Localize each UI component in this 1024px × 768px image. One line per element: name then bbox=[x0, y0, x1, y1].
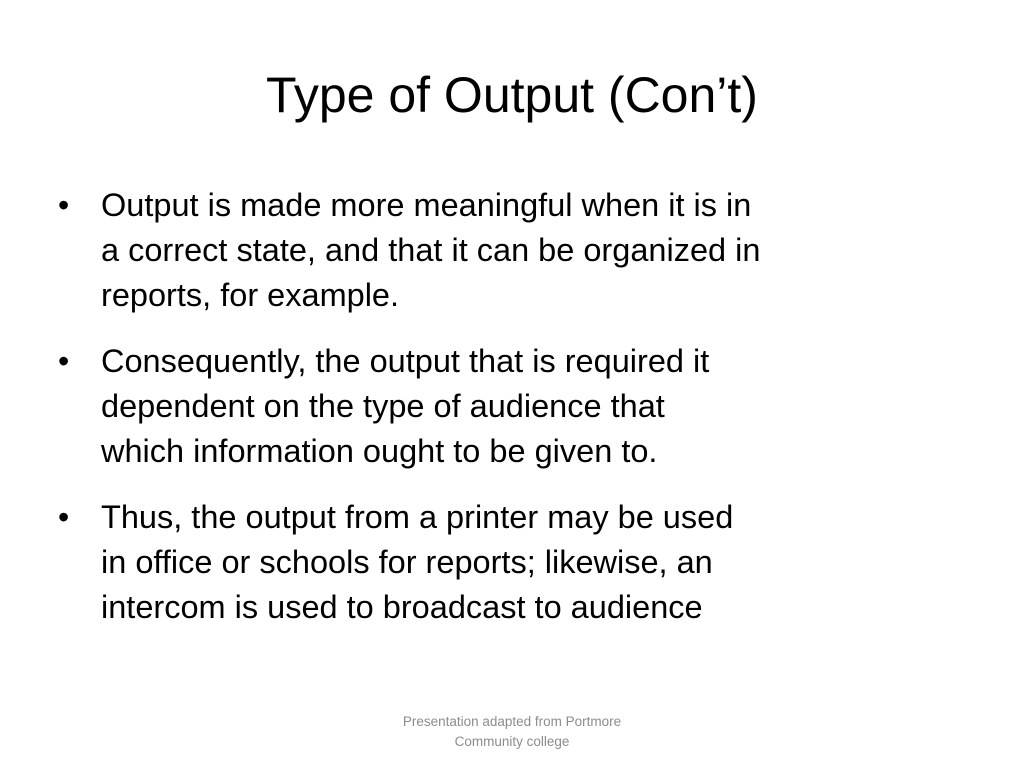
footer-text-line: Presentation adapted from Portmore bbox=[402, 714, 622, 729]
bullet-text-line: in office or schools for reports; likewise, an bbox=[101, 544, 713, 580]
bullet-text-line: which information ought to be given to. bbox=[101, 433, 658, 469]
slide-footer bbox=[312, 712, 712, 752]
bullet-text-line: dependent on the type of audience that bbox=[101, 388, 665, 424]
bullet-list bbox=[58, 183, 978, 651]
bullet-text-line: reports, for example. bbox=[101, 277, 400, 313]
bullet-text-line: a correct state, and that it can be organized in bbox=[101, 232, 761, 268]
bullet-text-line: Output is made more meaningful when it is in bbox=[101, 187, 752, 223]
bullet-icon: • bbox=[58, 343, 70, 379]
bullet-icon: • bbox=[58, 187, 70, 223]
bullet-item bbox=[58, 183, 978, 318]
bullet-icon: • bbox=[58, 499, 70, 535]
bullet-item bbox=[58, 495, 978, 630]
bullet-text-line: intercom is used to broadcast to audience bbox=[101, 589, 703, 625]
bullet-text-line: Thus, the output from a printer may be used bbox=[101, 499, 734, 535]
bullet-text-line: Consequently, the output that is required it bbox=[101, 343, 710, 379]
footer-text-line: Community college bbox=[454, 734, 570, 749]
slide-title: Type of Output (Con’t) bbox=[266, 67, 758, 123]
bullet-item bbox=[58, 339, 978, 474]
